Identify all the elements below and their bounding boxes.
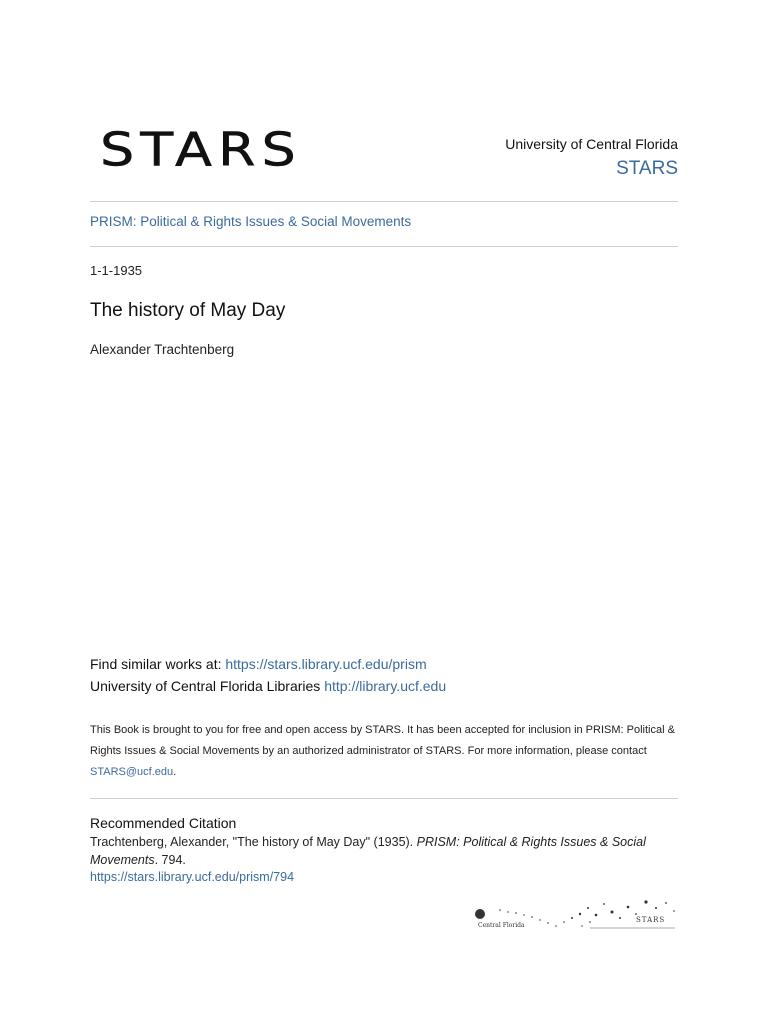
- footer-logo-right-text: STARS: [636, 916, 666, 924]
- document-author: Alexander Trachtenberg: [90, 342, 235, 357]
- collection-link[interactable]: PRISM: Political & Rights Issues & Social Movements: [90, 214, 412, 229]
- libraries-link[interactable]: http://library.ucf.edu: [324, 678, 447, 694]
- libraries-line: [90, 678, 446, 694]
- university-name: University of Central Florida: [505, 136, 678, 152]
- citation-series: PRISM: Political & Rights Issues & Social Movements: [90, 835, 646, 867]
- access-statement: [90, 720, 680, 783]
- access-statement-text: This Book is brought to you for free and open access by STARS. It has been accepted for inclusion in PRISM: Political & Rights Issues & Social Movements by an authorized administrator of STARS. For more information, please contact: [90, 724, 675, 757]
- divider-collection: [90, 246, 678, 247]
- footer-logo-left-text: Central Florida: [478, 922, 525, 929]
- citation-heading: Recommended Citation: [90, 815, 237, 831]
- document-title: The history of May Day: [90, 300, 286, 321]
- access-statement-end: .: [173, 766, 177, 778]
- similar-works-label: Find similar works at:: [90, 656, 222, 672]
- citation-prefix: Trachtenberg, Alexander, "The history of May Day" (1935).: [90, 835, 417, 849]
- publication-date: 1-1-1935: [90, 263, 143, 278]
- similar-works-line: [90, 656, 427, 672]
- stars-logo-icon: [98, 124, 360, 180]
- libraries-label: University of Central Florida Libraries: [90, 678, 321, 694]
- footer-stars-logo-icon: [470, 896, 680, 936]
- citation-url-link[interactable]: https://stars.library.ucf.edu/prism/794: [90, 870, 295, 884]
- contact-email-link[interactable]: STARS@ucf.edu: [90, 766, 174, 778]
- divider-top: [90, 201, 678, 202]
- stars-logo-text: STARS: [100, 124, 302, 177]
- divider-citation: [90, 798, 678, 799]
- citation-text: [90, 834, 680, 869]
- stars-repository-link[interactable]: STARS: [616, 158, 678, 179]
- ucf-pegasus-icon: [475, 909, 485, 919]
- stars-logo: [98, 124, 360, 180]
- similar-works-link[interactable]: https://stars.library.ucf.edu/prism: [225, 656, 427, 672]
- citation-suffix: . 794.: [154, 852, 186, 867]
- footer-logo: [470, 896, 680, 936]
